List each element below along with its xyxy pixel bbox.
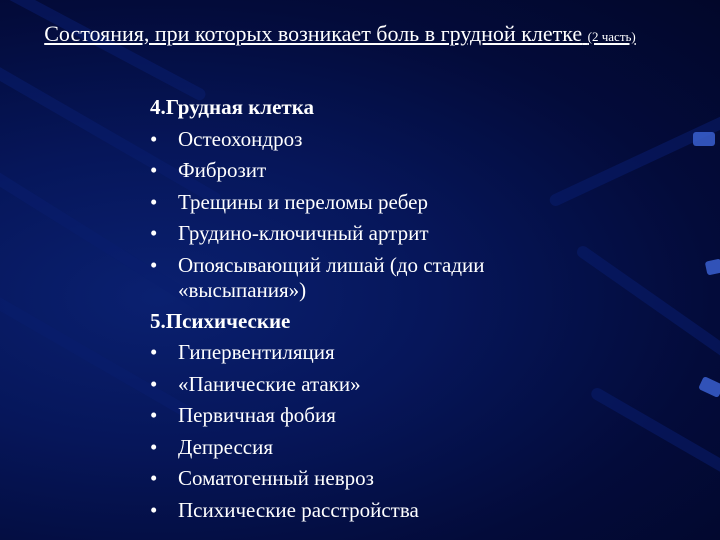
bullet: • [150, 189, 158, 214]
bullet: • [150, 340, 158, 364]
slide-content [150, 92, 590, 526]
bullet: • [150, 126, 158, 151]
list-item [150, 495, 590, 527]
bullet: • [150, 466, 158, 490]
list-item-text: Грудино-ключичный артрит [178, 221, 429, 245]
list-item [150, 124, 590, 156]
section-heading-psychic: 5.Психические [150, 308, 291, 333]
list-item-text: Трещины и переломы ребер [178, 189, 429, 214]
list-item-text: Гипервентиляция [178, 340, 335, 364]
bullet: • [150, 497, 158, 522]
list-item-text: Депрессия [178, 434, 274, 459]
background-stripe [589, 386, 720, 486]
list-item-text: Соматогенный невроз [178, 466, 374, 490]
list-item [150, 400, 590, 432]
list-item [150, 187, 590, 219]
list-item-text: Фиброзит [178, 158, 267, 182]
list-item [150, 463, 590, 495]
list-item [150, 250, 590, 306]
list-item [150, 218, 590, 250]
bullet: • [150, 221, 158, 245]
bullet: • [150, 252, 158, 277]
list-item-text: Остеохондроз [178, 126, 303, 151]
list-item [150, 155, 590, 187]
bullet: • [150, 371, 158, 396]
section-heading-chest: 4.Грудная клетка [150, 95, 315, 119]
slide-title [40, 20, 640, 51]
list-item-text: Опоясывающий лишай (до стадии «высыпания») [178, 252, 485, 302]
slide-title-subtitle: (2 часть) [587, 29, 636, 44]
bullet: • [150, 434, 158, 459]
bullet: • [150, 158, 158, 182]
list-item-text: «Панические атаки» [178, 371, 361, 396]
decorative-dash [705, 258, 720, 275]
list-item-text: Первичная фобия [178, 403, 336, 427]
list-item-text: Психические расстройства [178, 497, 419, 522]
list-item [150, 337, 590, 369]
bullet: • [150, 403, 158, 427]
background-stripe [575, 244, 720, 369]
list-item [150, 369, 590, 401]
list-item [150, 432, 590, 464]
decorative-dash [698, 376, 720, 398]
slide-title-main: Состояния, при которых возникает боль в грудной клетке [44, 21, 583, 46]
decorative-dash [693, 132, 715, 146]
